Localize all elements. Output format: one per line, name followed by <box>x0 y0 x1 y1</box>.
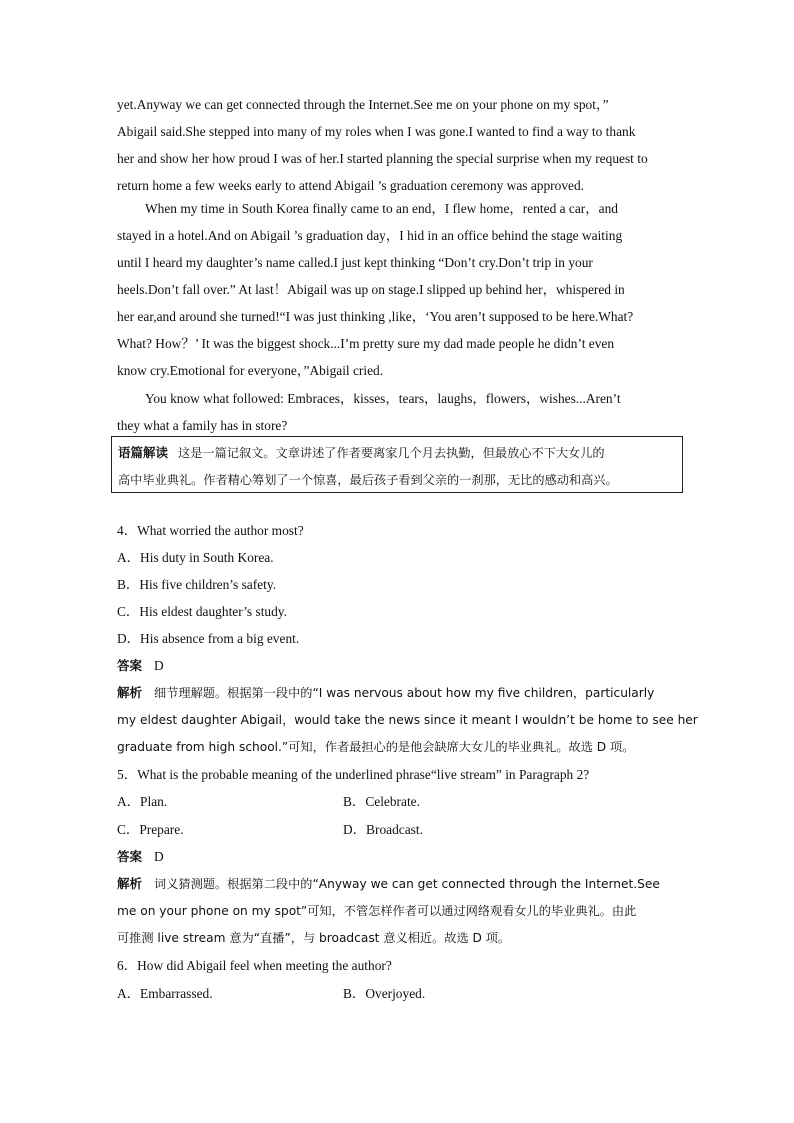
answer-label: 答案 <box>117 849 143 864</box>
question-5-option-d: D．Broadcast. <box>343 822 423 837</box>
question-5-answer <box>117 843 164 870</box>
text-line: her and show her how proud I was of her.I started planning the special surprise when my request to <box>117 151 648 166</box>
analysis-label: 解析 <box>117 876 143 891</box>
question-5-option-a: A．Plan. <box>117 794 168 809</box>
question-4-option-d: D．His absence from a big event. <box>117 631 300 646</box>
passage-paragraph-2 <box>117 195 677 384</box>
text-line: they what a family has in store? <box>117 418 288 433</box>
summary-text: 这是一篇记叙文。文章讲述了作者要离家几个月去执勤，但最放心不下大女儿的 <box>178 446 605 460</box>
text-line: heels.Don’t fall over.” At last！Abigail was up on stage.I slipped up behind her，whispered in <box>117 282 625 297</box>
text-line: You know what followed: Embraces，kisses，tears，laughs，flowers，wishes...Aren’t <box>145 391 621 406</box>
question-5-analysis <box>117 870 677 952</box>
question-4-answer <box>117 652 164 679</box>
answer-label: 答案 <box>117 658 143 673</box>
text-line: yet.Anyway we can get connected through the Internet.See me on your phone on my spot，” <box>117 97 609 112</box>
analysis-text: 可推测 live stream 意为“直播”，与 broadcast 意义相近。故选 D 项。 <box>117 931 511 945</box>
passage-paragraph-3 <box>117 385 677 439</box>
text-line: return home a few weeks early to attend Abigail ’s graduation ceremony was approved. <box>117 178 585 193</box>
analysis-text: graduate from high school.”可知，作者最担心的是他会缺席大女儿的毕业典礼。故选 D 项。 <box>117 740 635 754</box>
question-5-option-c: C．Prepare. <box>117 822 184 837</box>
question-4-stem: 4．What worried the author most? <box>117 523 304 538</box>
question-4-option-c: C．His eldest daughter’s study. <box>117 604 287 619</box>
question-4-option-a: A．His duty in South Korea. <box>117 550 274 565</box>
analysis-text: me on your phone on my spot”可知，不管怎样作者可以通过网络观看女儿的毕业典礼。由此 <box>117 904 637 918</box>
text-line: When my time in South Korea finally came to an end，I flew home，rented a car，and <box>145 201 618 216</box>
text-line: stayed in a hotel.And on Abigail ’s graduation day，I hid in an office behind the stage waiting <box>117 228 623 243</box>
answer-value: D <box>154 658 164 673</box>
answer-value: D <box>154 849 164 864</box>
question-5-option-b: B．Celebrate. <box>343 794 420 809</box>
text-line: What? How？’ It was the biggest shock...I’m pretty sure my dad made people he didn’t even <box>117 336 615 351</box>
question-6-option-a: A．Embarrassed. <box>117 986 213 1001</box>
question-5-stem: 5．What is the probable meaning of the underlined phrase“live stream” in Paragraph 2? <box>117 767 590 782</box>
passage-summary-box <box>111 436 683 493</box>
question-6-option-b: B．Overjoyed. <box>343 986 426 1001</box>
analysis-label: 解析 <box>117 685 143 700</box>
text-line: Abigail said.She stepped into many of my roles when I was gone.I wanted to find a way to thank <box>117 124 636 139</box>
analysis-text: 细节理解题。根据第一段中的“I was nervous about how my five children，particularly <box>154 686 655 700</box>
text-line: until I heard my daughter’s name called.I just kept thinking “Don’t cry.Don’t trip in your <box>117 255 593 270</box>
passage-paragraph-1 <box>117 91 677 199</box>
question-4-analysis <box>117 679 698 761</box>
summary-tag: 语篇解读 <box>118 445 169 460</box>
question-6-stem: 6．How did Abigail feel when meeting the author? <box>117 958 392 973</box>
question-4-option-b: B．His five children’s safety. <box>117 577 277 592</box>
analysis-text: 词义猜测题。根据第二段中的“Anyway we can get connected through the Internet.See <box>154 877 660 891</box>
analysis-text: my eldest daughter Abigail，would take the news since it meant I wouldn’t be home to see her <box>117 713 698 727</box>
summary-text: 高中毕业典礼。作者精心筹划了一个惊喜，最后孩子看到父亲的一刹那，无比的感动和高兴。 <box>118 473 618 487</box>
text-line: know cry.Emotional for everyone，”Abigail cried. <box>117 363 384 378</box>
text-line: her ear,and around she turned!“I was just thinking ,like，‘You aren’t supposed to be here.What? <box>117 309 634 324</box>
